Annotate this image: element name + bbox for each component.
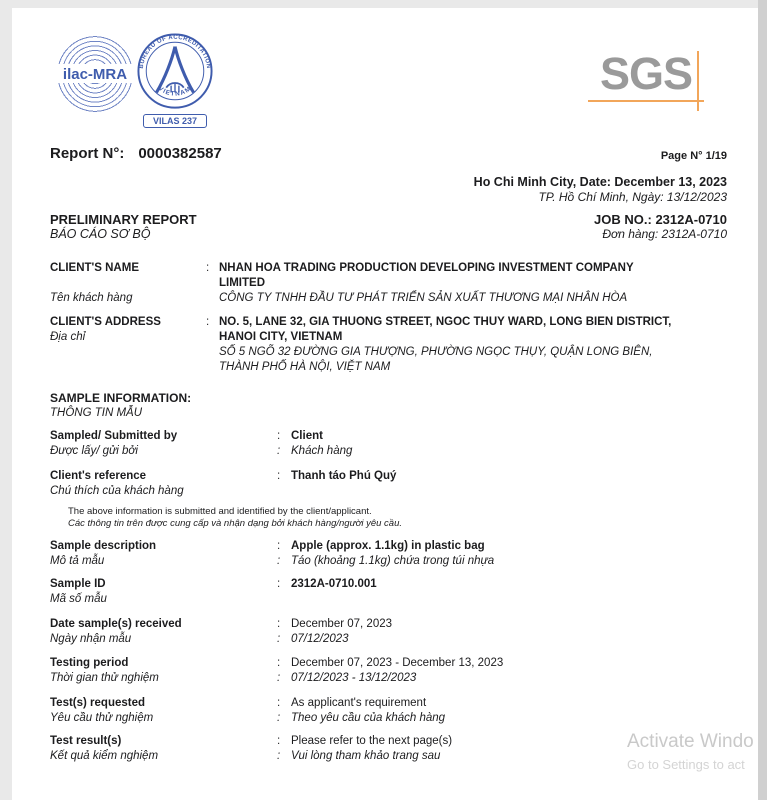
accreditation-country-text: VIETNAM [156, 85, 194, 98]
report-number [50, 145, 222, 162]
testing-period-value-en: December 07, 2023 - December 13, 2023 [291, 657, 504, 669]
sample-description-value-en: Apple (approx. 1.1kg) in plastic bag [291, 540, 485, 552]
tests-requested-label-en: Test(s) requested [50, 697, 146, 709]
colon: : [277, 712, 281, 724]
row-tests-requested [50, 696, 727, 726]
sgs-vertical-rule [697, 51, 699, 111]
job-number-block [594, 212, 727, 242]
client-address-value-vi: SỐ 5 NGÕ 32 ĐƯỜNG GIA THƯỢNG, PHƯỜNG NGỌC THỤY, QUẬN LONG BIÊN, THÀNH PHỐ HÀ NỘI, VIỆT NAM [219, 346, 653, 373]
document-body [12, 8, 758, 800]
client-name-value-en: NHAN HOA TRADING PRODUCTION DEVELOPING INVESTMENT COMPANY LIMITED [219, 262, 634, 289]
sample-information-heading-en: SAMPLE INFORMATION: [50, 391, 192, 405]
date-received-value-en: December 07, 2023 [291, 618, 393, 630]
city-date-en: Ho Chi Minh City, Date: December 13, 2023 [473, 175, 727, 189]
client-name-label-vi: Tên khách hàng [50, 292, 133, 304]
watermark-line1: Activate Windo [627, 731, 754, 752]
header-logos [50, 30, 727, 130]
test-results-value-en: Please refer to the next page(s) [291, 735, 453, 747]
report-number-row [50, 145, 727, 162]
row-sampled-by [50, 429, 727, 459]
watermark-line2: Go to Settings to act [627, 757, 745, 772]
colon: : [277, 540, 281, 552]
city-date-block [50, 175, 727, 205]
colon: : [277, 750, 281, 762]
sampled-by-value-en: Client [291, 430, 323, 442]
sgs-horizontal-rule [588, 100, 704, 102]
row-testing-period [50, 656, 727, 686]
vilas-badge: VILAS 237 [143, 114, 207, 128]
city-date-vi: TP. Hồ Chí Minh, Ngày: 13/12/2023 [538, 190, 727, 204]
colon: : [277, 618, 281, 630]
left-border-strip [0, 0, 12, 800]
sample-description-label-en: Sample description [50, 540, 157, 552]
test-results-label-en: Test result(s) [50, 735, 122, 747]
row-client-reference [50, 469, 727, 499]
right-border-strip [758, 0, 767, 800]
colon: : [277, 578, 281, 590]
client-note-en: The above information is submitted and identified by the client/applicant. [68, 506, 372, 517]
report-title-vi: BÁO CÁO SƠ BỘ [50, 227, 151, 241]
colon: : [277, 470, 281, 482]
colon: : [277, 697, 281, 709]
colon: : [206, 316, 210, 328]
sample-description-value-vi: Táo (khoảng 1.1kg) chứa trong túi nhựa [291, 555, 495, 567]
tests-requested-value-vi: Theo yêu cầu của khách hàng [291, 712, 446, 724]
tests-requested-label-vi: Yêu cầu thử nghiệm [50, 712, 154, 724]
windows-activation-watermark [627, 730, 758, 773]
sample-description-label-vi: Mô tả mẫu [50, 555, 105, 567]
row-sample-description [50, 539, 727, 569]
sample-id-label-vi: Mã số mẫu [50, 593, 107, 605]
date-received-label-vi: Ngày nhận mẫu [50, 633, 132, 645]
row-test-results [50, 734, 727, 764]
colon: : [277, 445, 281, 457]
sample-id-label-en: Sample ID [50, 578, 106, 590]
page-number: Page N° 1/19 [660, 150, 727, 162]
row-client-address [50, 315, 727, 375]
row-client-name [50, 261, 727, 306]
report-number-label: Report N°: [50, 145, 125, 162]
accreditation-seal-icon [136, 32, 214, 112]
ilac-mra-label: ilac-MRA [62, 66, 128, 83]
colon: : [277, 555, 281, 567]
client-note [68, 506, 727, 529]
client-reference-label-en: Client's reference [50, 470, 147, 482]
testing-period-value-vi: 07/12/2023 - 13/12/2023 [291, 672, 417, 684]
colon: : [277, 430, 281, 442]
sampled-by-label-en: Sampled/ Submitted by [50, 430, 178, 442]
client-address-labels [50, 315, 206, 375]
client-name-label-en: CLIENT'S NAME [50, 262, 139, 274]
client-name-labels [50, 261, 206, 306]
job-number-vi: Đơn hàng: 2312A-0710 [602, 227, 727, 241]
client-address-value-en: NO. 5, LANE 32, GIA THUONG STREET, NGOC THUY WARD, LONG BIEN DISTRICT, HANOI CITY, VIETNAM [219, 316, 672, 343]
report-title-en: PRELIMINARY REPORT [50, 212, 197, 227]
date-received-value-vi: 07/12/2023 [291, 633, 349, 645]
colon: : [277, 672, 281, 684]
sample-information-heading-vi: THÔNG TIN MẪU [50, 407, 142, 419]
colon: : [277, 633, 281, 645]
accreditation-arc-text: BUREAU OF ACCREDITATION [138, 34, 212, 70]
client-address-label-en: CLIENT'S ADDRESS [50, 316, 161, 328]
client-reference-label-vi: Chú thích của khách hàng [50, 485, 184, 497]
report-title-row [50, 212, 727, 242]
client-name-value-vi: CÔNG TY TNHH ĐẦU TƯ PHÁT TRIỂN SẢN XUẤT THƯƠNG MẠI NHÂN HÒA [219, 292, 628, 304]
sgs-wordmark: SGS [599, 48, 692, 99]
client-note-vi: Các thông tin trên được cung cấp và nhận dạng bởi khách hàng/người yêu cầu. [68, 517, 403, 529]
sampled-by-value-vi: Khách hàng [291, 445, 353, 457]
colon: : [206, 262, 210, 274]
testing-period-label-en: Testing period [50, 657, 129, 669]
ilac-mra-logo [56, 35, 134, 113]
sample-information-heading [50, 391, 727, 421]
row-sample-id [50, 577, 727, 607]
accreditation-logo [136, 32, 214, 128]
testing-period-label-vi: Thời gian thử nghiệm [50, 672, 159, 684]
sgs-logo [588, 48, 718, 122]
sampled-by-label-vi: Được lấy/ gửi bởi [50, 445, 138, 457]
row-date-received [50, 617, 727, 647]
date-received-label-en: Date sample(s) received [50, 618, 182, 630]
client-address-label-vi: Địa chỉ [50, 331, 86, 343]
colon: : [277, 657, 281, 669]
tests-requested-value-en: As applicant's requirement [291, 697, 427, 709]
job-number-en: JOB NO.: 2312A-0710 [594, 212, 727, 227]
report-title [50, 212, 197, 242]
top-border-strip [0, 0, 767, 8]
test-results-label-vi: Kết quả kiểm nghiệm [50, 750, 159, 762]
test-results-value-vi: Vui lòng tham khảo trang sau [291, 750, 441, 762]
sample-id-value-en: 2312A-0710.001 [291, 578, 377, 590]
report-number-value: 0000382587 [138, 145, 222, 162]
colon: : [277, 735, 281, 747]
client-reference-value-en: Thanh táo Phú Quý [291, 470, 397, 482]
